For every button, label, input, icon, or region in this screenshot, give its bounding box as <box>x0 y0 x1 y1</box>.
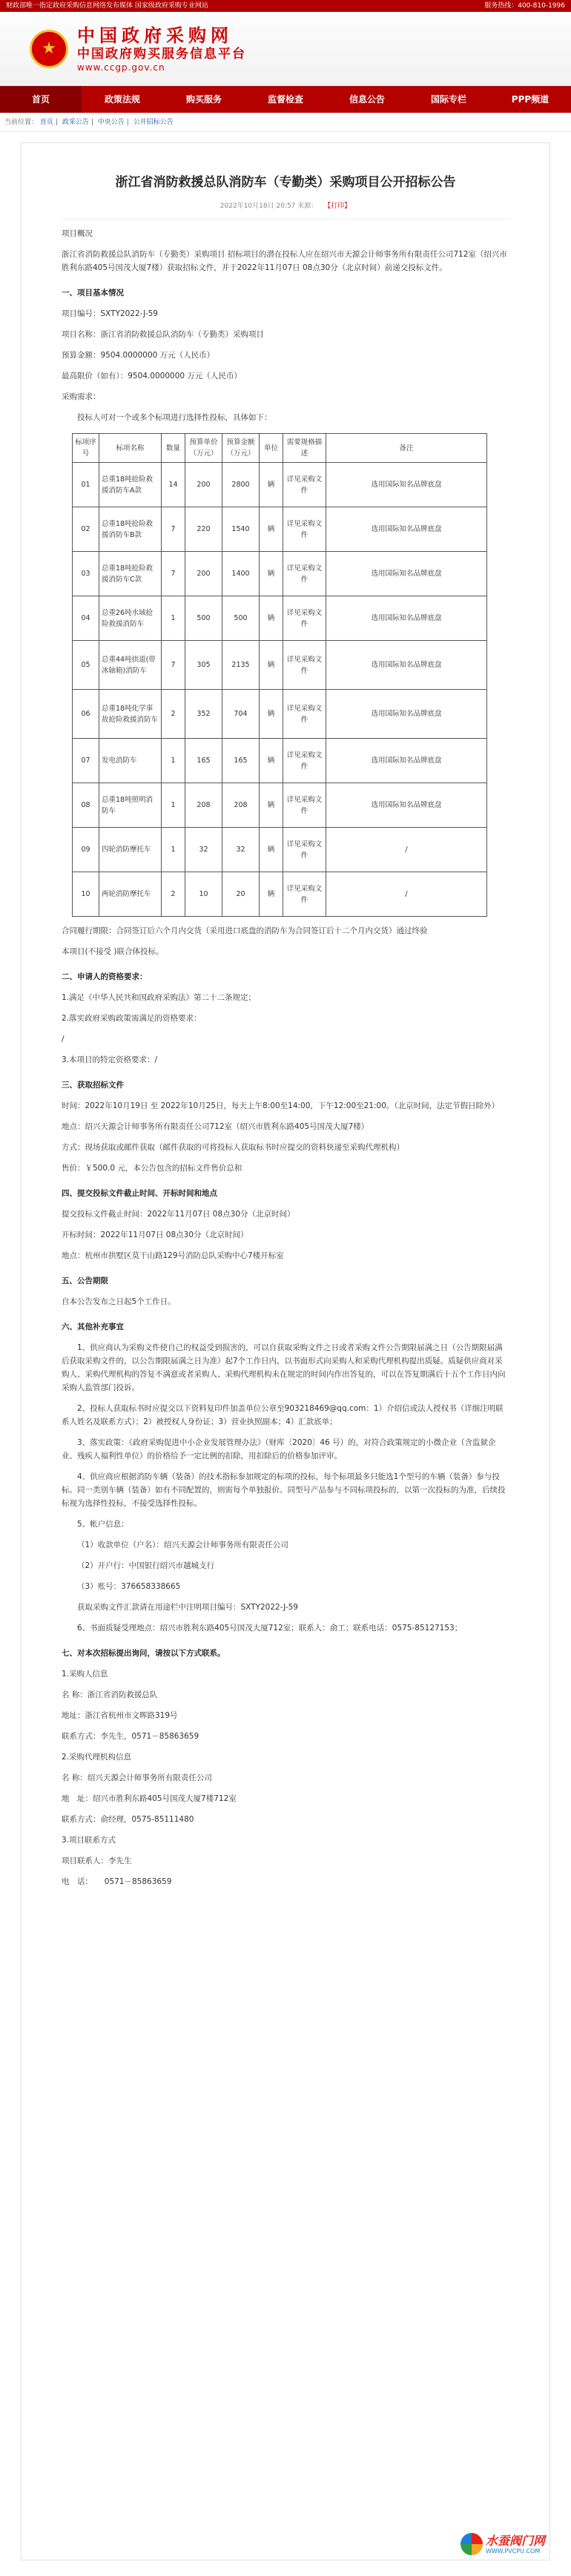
national-emblem-icon[interactable]: ★ <box>30 30 68 68</box>
other-item-4: 4、供应商应根据消防车辆（装备）的技术指标参加规定的标项的投标，每个标项最多只能选1个型号的车辆（装备）参与投标。同一类别车辆（装备）如有不同配置的，则需每个单独报价。同型号产品参与不同标项投标的，以第一次投标的为准，后续投标视为选择性投标，不接受选择性投标。 <box>62 1472 506 1508</box>
nav-home[interactable]: 首页 <box>0 86 82 113</box>
account-number: （3）账号：376658338665 <box>77 1582 181 1591</box>
cell-unit: 辆 <box>260 739 283 783</box>
account-payee: （1）收款单位（户名）：绍兴天源会计师事务所有限责任公司 <box>77 1541 288 1549</box>
cell-quantity: 14 <box>162 463 185 507</box>
table-row <box>73 872 487 917</box>
cell-remark: 选用国际知名品牌底盘 <box>326 463 487 507</box>
col-spec: 需要规格描述 <box>283 434 326 463</box>
breadcrumb: 当前位置： 首页 | 政采公告 | 中央公告 | 公开招标公告 <box>0 113 571 132</box>
cell-quantity: 2 <box>162 872 185 917</box>
table-row <box>73 690 487 739</box>
table-row <box>73 507 487 552</box>
table-row <box>73 596 487 641</box>
cell-quantity: 7 <box>162 641 185 690</box>
obtain-time: 时间：2022年10月19日 至 2022年10月25日，每天上午8:00至14:00，下午12:00至21:00。（北京时间，法定节假日除外） <box>62 1101 500 1110</box>
cell-unit-budget: 165 <box>185 739 222 783</box>
cell-unit: 辆 <box>260 507 283 552</box>
cell-unit-budget: 10 <box>185 872 222 917</box>
cell-total-budget: 32 <box>222 828 260 872</box>
nav-policy[interactable]: 政策法规 <box>104 94 140 105</box>
source-label: 来源： <box>297 202 318 210</box>
cell-remark: / <box>326 872 487 917</box>
purchaser-address: 地址：浙江省杭州市文晖路319号 <box>62 1711 178 1720</box>
table-header-row <box>73 434 487 463</box>
cell-total-budget: 165 <box>222 739 260 783</box>
nav-supervision[interactable]: 监督检查 <box>267 94 303 105</box>
account-bank: （2）开户行：中国银行绍兴市越城支行 <box>77 1561 215 1570</box>
cell-unit-budget: 208 <box>185 783 222 828</box>
cell-unit: 辆 <box>260 596 283 641</box>
other-item-1: 1、供应商认为采购文件使自己的权益受到损害的，可以自获取采购文件之日或者采购文件公告期限届满之日（公告期限届满后获取采购文件的，以公告期限届满之日为准）起7个工作日内，以书面形式向采购人和采购代理机构提出质疑。质疑供应商对采购人、采购代理机构的答复不满意或者采购人、采购代理机构未在规定的时间内作出答复的，可以在答复期满后十五个工作日内向采购人监管部门投诉。 <box>62 1343 506 1392</box>
cell-lot-name: 总重18吨抢险救援消防车A款 <box>99 463 162 507</box>
cell-unit-budget: 305 <box>185 641 222 690</box>
top-info-bar <box>0 0 571 12</box>
qualification-3: 3.本项目的特定资格要求：/ <box>62 1055 158 1064</box>
purchaser-name: 名 称：浙江省消防救援总队 <box>62 1690 158 1699</box>
obtain-place: 地点：绍兴天源会计师事务所有限责任公司712室（绍兴市胜利东路405号国茂大厦7楼） <box>62 1122 369 1131</box>
cell-lot-name: 总重18吨抢险救援消防车B款 <box>99 507 162 552</box>
cell-unit: 辆 <box>260 463 283 507</box>
cell-spec: 详见采购文件 <box>283 596 326 641</box>
project-contact-phone: 电 话： 0571－85863659 <box>62 1877 172 1886</box>
nav-announcements[interactable]: 信息公告 <box>349 94 385 105</box>
col-lot-name: 标项名称 <box>99 434 162 463</box>
cell-unit: 辆 <box>260 828 283 872</box>
section-4-heading: 四、提交投标文件截止时间、开标时间和地点 <box>62 1189 217 1198</box>
overview-heading: 项目概况 <box>62 229 93 238</box>
cell-lot-name: 总重18吨抢险救援消防车C款 <box>99 552 162 596</box>
nav-international[interactable]: 国际专栏 <box>430 94 466 105</box>
contract-period: 合同履行期限：合同签订后六个月内交货（采用进口底盘的消防车为合同签订后十二个月内交货）通过终验 <box>62 926 428 935</box>
table-row <box>73 828 487 872</box>
article-body <box>21 142 550 2560</box>
breadcrumb-prefix: 当前位置： <box>4 119 39 126</box>
purchaser-heading: 1.采购人信息 <box>62 1670 108 1679</box>
section-1-heading: 一、项目基本情况 <box>62 289 124 297</box>
breadcrumb-announcements[interactable]: 政采公告 <box>62 119 89 126</box>
cell-total-budget: 2800 <box>222 463 260 507</box>
qualification-1: 1.满足《中华人民共和国政府采购法》第二十二条规定； <box>62 993 257 1002</box>
cell-unit-budget: 220 <box>185 507 222 552</box>
logo-subtitle: 中国政府购买服务信息平台 <box>77 46 246 62</box>
cell-spec: 详见采购文件 <box>283 552 326 596</box>
col-lot-no: 标项序号 <box>73 434 99 463</box>
announcement-content <box>62 227 509 1888</box>
cell-spec: 详见采购文件 <box>283 872 326 917</box>
section-3-heading: 三、获取招标文件 <box>62 1081 124 1090</box>
col-unit-budget: 预算单价（万元） <box>185 434 222 463</box>
cell-lot-no: 04 <box>73 596 99 641</box>
cell-unit-budget: 32 <box>185 828 222 872</box>
budget-amount: 预算金额：9504.0000000 万元（人民币） <box>62 351 215 360</box>
cell-remark: 选用国际知名品牌底盘 <box>326 596 487 641</box>
cell-unit: 辆 <box>260 872 283 917</box>
breadcrumb-home[interactable]: 首页 <box>39 119 53 126</box>
cell-unit-budget: 200 <box>185 463 222 507</box>
cell-total-budget: 1400 <box>222 552 260 596</box>
cell-quantity: 1 <box>162 828 185 872</box>
agency-address: 地 址：绍兴市胜利东路405号国茂大厦7楼712室 <box>62 1794 237 1803</box>
qualification-2: 2.落实政府采购政策需满足的资格要求： <box>62 1014 202 1023</box>
service-hotline: 服务热线：400-810-1996 <box>484 2 565 10</box>
submission-deadline: 提交投标文件截止时间：2022年11月07日 08点30分（北京时间） <box>62 1210 295 1219</box>
cell-unit: 辆 <box>260 690 283 739</box>
cell-unit: 辆 <box>260 552 283 596</box>
section-5-heading: 五、公告期限 <box>62 1277 108 1285</box>
cell-lot-no: 10 <box>73 872 99 917</box>
table-row <box>73 552 487 596</box>
cell-quantity: 7 <box>162 552 185 596</box>
project-contact-heading: 3.项目联系方式 <box>62 1836 116 1845</box>
cell-remark: 选用国际知名品牌底盘 <box>326 507 487 552</box>
nav-purchase-service[interactable]: 购买服务 <box>185 94 222 105</box>
section-7-heading: 七、对本次招标提出询问，请按以下方式联系。 <box>62 1649 225 1658</box>
col-unit: 单位 <box>260 434 283 463</box>
project-name: 项目名称：浙江省消防救援总队消防车（专勤类）采购项目 <box>62 330 264 339</box>
cell-lot-name: 总重18吨化学事故抢险救援消防车 <box>99 690 162 739</box>
agency-name: 名 称：绍兴天源会计师事务所有限责任公司 <box>62 1773 212 1782</box>
requirements-heading: 采购需求： <box>62 392 101 401</box>
cell-lot-no: 02 <box>73 507 99 552</box>
cell-lot-no: 03 <box>73 552 99 596</box>
cell-lot-no: 06 <box>73 690 99 739</box>
cell-quantity: 1 <box>162 739 185 783</box>
cell-remark: 选用国际知名品牌底盘 <box>326 641 487 690</box>
watermark-brand: 水蚕阀门网 <box>485 2533 545 2548</box>
cell-total-budget: 2135 <box>222 641 260 690</box>
consortium-note: 本项目(不接受 )联合体投标。 <box>62 947 164 956</box>
cell-lot-name: 发电消防车 <box>99 739 162 783</box>
qualification-2-value: / <box>62 1035 65 1044</box>
cell-unit-budget: 200 <box>185 552 222 596</box>
cell-spec: 详见采购文件 <box>283 463 326 507</box>
logo-title: 中国政府采购网 <box>77 24 233 46</box>
cell-spec: 详见采购文件 <box>283 828 326 872</box>
site-logo[interactable] <box>77 25 246 73</box>
opening-time: 开标时间：2022年11月07日 08点30分（北京时间） <box>62 1231 248 1239</box>
topbar-slogan: 财政部唯一指定政府采购信息网络发布媒体 国家级政府采购专业网站 <box>6 2 208 10</box>
cell-unit: 辆 <box>260 783 283 828</box>
cell-lot-no: 01 <box>73 463 99 507</box>
remittance-note: 获取采购文件汇款请在用途栏中注明项目编号：SXTY2022-J-59 <box>77 1603 298 1612</box>
cell-quantity: 1 <box>162 783 185 828</box>
cell-spec: 详见采购文件 <box>283 641 326 690</box>
cell-remark: / <box>326 828 487 872</box>
article-meta <box>62 200 509 220</box>
cell-remark: 选用国际知名品牌底盘 <box>326 690 487 739</box>
table-row <box>73 641 487 690</box>
cell-lot-no: 09 <box>73 828 99 872</box>
agency-heading: 2.采购代理机构信息 <box>62 1753 132 1762</box>
project-contact-name: 项目联系人：李先生 <box>62 1857 132 1865</box>
col-total-budget: 预算金额（万元） <box>222 434 260 463</box>
cell-lot-name: 总重18吨照明消防车 <box>99 783 162 828</box>
agency-contact: 联系方式：俞经理，0575-85111480 <box>62 1815 194 1824</box>
watermark-url: WWW.PVCPU.COM <box>485 2547 541 2554</box>
obtain-method: 方式：现场获取或邮件获取（邮件获取的可将投标人获取标书时应提交的资料快递至采购代理机构） <box>62 1143 404 1152</box>
cell-total-budget: 1540 <box>222 507 260 552</box>
purchaser-contact: 联系方式：李先生，0571－85863659 <box>62 1732 199 1741</box>
cell-quantity: 2 <box>162 690 185 739</box>
cell-lot-no: 05 <box>73 641 99 690</box>
watermark <box>461 2533 545 2555</box>
cell-spec: 详见采购文件 <box>283 507 326 552</box>
other-item-6: 6、书面质疑受理地点：绍兴市胜利东路405号国茂大厦712室；联系人：俞工；联系电话：0575-85127153； <box>77 1624 463 1633</box>
cell-remark: 选用国际知名品牌底盘 <box>326 739 487 783</box>
cell-spec: 详见采购文件 <box>283 690 326 739</box>
cell-quantity: 7 <box>162 507 185 552</box>
cell-unit-budget: 352 <box>185 690 222 739</box>
requirements-intro: 投标人可对一个或多个标项进行选择性投标，具体如下： <box>77 413 272 422</box>
table-row <box>73 463 487 507</box>
breadcrumb-tender[interactable]: 公开招标公告 <box>133 119 174 126</box>
cell-total-budget: 20 <box>222 872 260 917</box>
lot-table <box>72 433 487 917</box>
cell-spec: 详见采购文件 <box>283 739 326 783</box>
print-button[interactable]: 【打印】 <box>324 202 351 210</box>
site-header <box>0 12 571 86</box>
section-6-heading: 六、其他补充事宜 <box>62 1322 124 1331</box>
publish-date: 2022年10月18日 20:57 <box>220 202 296 210</box>
col-remark: 备注 <box>326 434 487 463</box>
document-price: 售价：￥500.0 元，本公告包含的招标文件售价总和 <box>62 1164 242 1173</box>
cell-remark: 选用国际知名品牌底盘 <box>326 552 487 596</box>
other-item-2: 2、投标人获取标书时应提交以下资料复印件加盖单位公章至903218469@qq.com：1）介绍信或法人授权书（详细注明联系人姓名及联系方式）；2）被授权人身份证；3）营业执照副本；4）汇款底单； <box>62 1404 504 1426</box>
section-2-heading: 二、申请人的资格要求： <box>62 972 148 981</box>
col-quantity: 数量 <box>162 434 185 463</box>
table-row <box>73 739 487 783</box>
nav-ppp[interactable]: PPP频道 <box>511 94 549 105</box>
cell-lot-no: 08 <box>73 783 99 828</box>
cell-lot-name: 两轮消防摩托车 <box>99 872 162 917</box>
cell-quantity: 1 <box>162 596 185 641</box>
cell-lot-no: 07 <box>73 739 99 783</box>
main-nav <box>0 86 571 113</box>
cell-total-budget: 500 <box>222 596 260 641</box>
cell-remark: 选用国际知名品牌底盘 <box>326 783 487 828</box>
breadcrumb-central[interactable]: 中央公告 <box>97 119 125 126</box>
page-title: 浙江省消防救援总队消防车（专勤类）采购项目公开招标公告 <box>115 175 456 190</box>
table-row <box>73 783 487 828</box>
cell-lot-name: 总重44吨拱道(带冰轴箱)消防车 <box>99 641 162 690</box>
cell-total-budget: 704 <box>222 690 260 739</box>
cell-lot-name: 四轮消防摩托车 <box>99 828 162 872</box>
project-number: 项目编号：SXTY2022-J-59 <box>62 309 158 318</box>
cell-unit: 辆 <box>260 641 283 690</box>
account-info-heading: 5、帐户信息： <box>77 1520 129 1529</box>
watermark-logo-icon <box>461 2533 483 2555</box>
other-item-3: 3、落实政策：《政府采购促进中小企业发展管理办法》（财库〔2020〕46 号）的，对符合政策规定的小微企业（含监狱企业、残疾人福利性单位）的价格给予一定比例的扣除，用扣除后的价格参加评审。 <box>62 1438 496 1460</box>
overview-text: 浙江省消防救援总队消防车（专勤类）采购项目 招标项目的潜在投标人应在绍兴市天源会计师事务所有限责任公司712室（绍兴市胜利东路405号国茂大厦7楼）获取招标文件，并于2022年11月07日 08点30分（北京时间）前递交投标文件。 <box>62 250 507 272</box>
opening-place: 地点：杭州市拱墅区莫干山路129号消防总队采购中心7楼开标室 <box>62 1251 284 1260</box>
max-price: 最高限价（如有）：9504.0000000 万元（人民币） <box>62 372 242 381</box>
logo-url: www.ccgp.gov.cn <box>77 62 165 73</box>
notice-period: 自本公告发布之日起5个工作日。 <box>62 1297 176 1306</box>
cell-spec: 详见采购文件 <box>283 783 326 828</box>
cell-unit-budget: 500 <box>185 596 222 641</box>
cell-total-budget: 208 <box>222 783 260 828</box>
cell-lot-name: 总重26吨水域抢险救援消防车 <box>99 596 162 641</box>
